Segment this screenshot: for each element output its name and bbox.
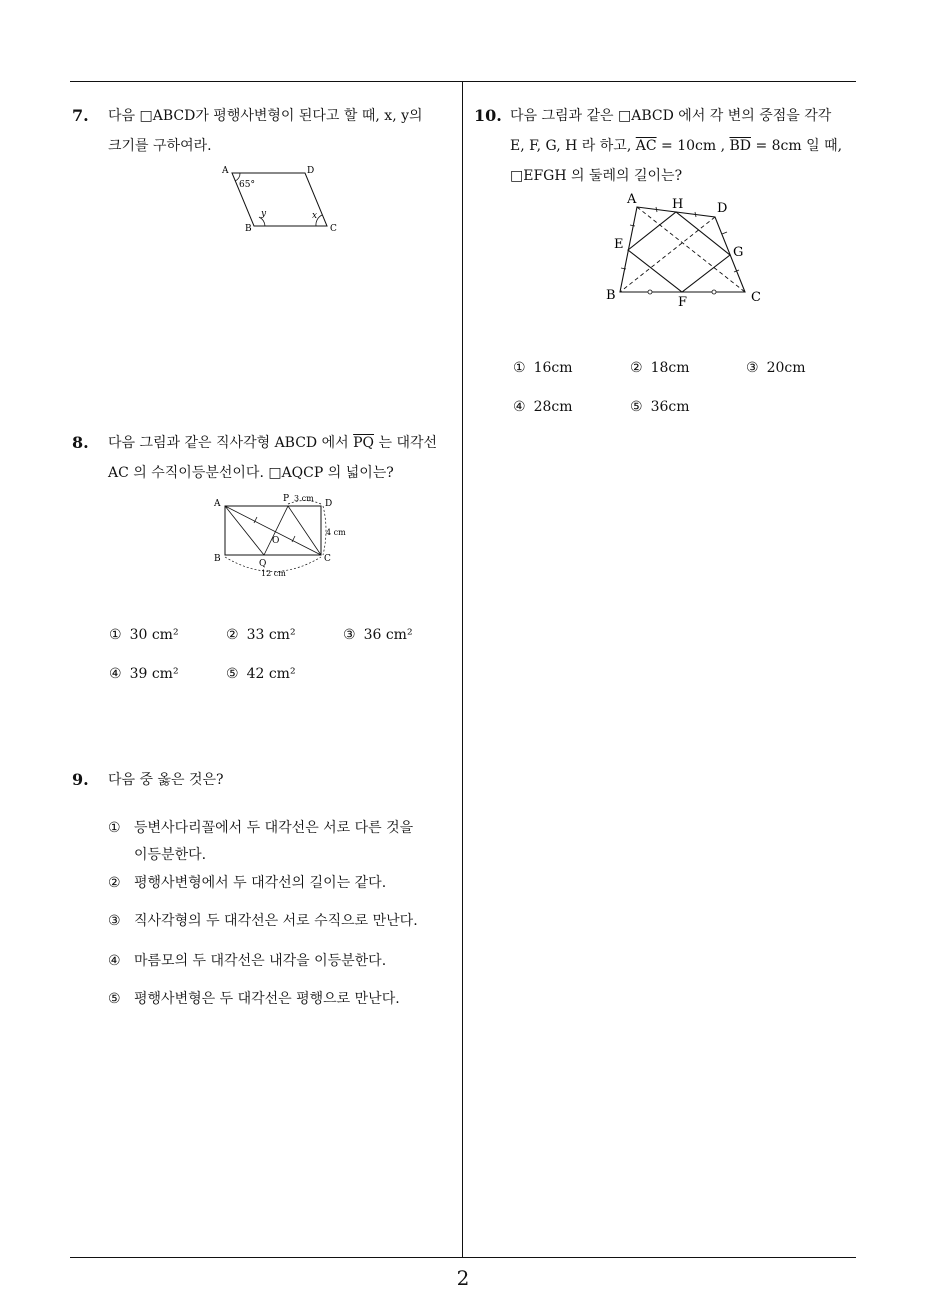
choice-3[interactable]: ③ 20cm — [746, 360, 806, 376]
choice-1[interactable]: ① 30 cm² — [109, 627, 179, 643]
label-d: D — [717, 201, 728, 216]
question-text: 다음 중 옳은 것은? — [108, 772, 224, 788]
label-b: B — [606, 288, 616, 303]
column-divider — [462, 81, 463, 1258]
midpoint-mark — [712, 290, 716, 294]
label-y: y — [261, 209, 267, 219]
segment-aq — [225, 506, 264, 555]
label-angle-65: 65° — [239, 180, 255, 190]
question-number: 8. — [72, 433, 89, 452]
segment-ac: $\overline{AC}$ — [635, 138, 657, 154]
top-rule — [70, 81, 856, 82]
diagonal-ac — [637, 207, 745, 292]
tick-mark — [695, 212, 696, 217]
label-h: H — [672, 197, 684, 212]
label-a: A — [214, 499, 221, 509]
label-p: P — [283, 494, 290, 504]
parallelogram-figure — [215, 160, 345, 235]
choice-4[interactable]: ④ 마름모의 두 대각선은 내각을 이등분한다. — [108, 953, 387, 969]
diagonal-ac — [225, 506, 321, 555]
label-d: D — [307, 166, 315, 176]
bottom-rule — [70, 1257, 856, 1258]
question-10 — [474, 101, 859, 191]
quadrilateral-figure — [600, 188, 770, 313]
choice-1[interactable]: ① 16cm — [513, 360, 573, 376]
question-9 — [72, 765, 462, 795]
segment-pq: $\overline{PQ}$ — [353, 435, 375, 451]
segment-pc — [288, 506, 321, 555]
choice-4[interactable]: ④ 39 cm² — [109, 666, 179, 682]
label-q: Q — [259, 559, 267, 569]
label-f: F — [678, 295, 688, 310]
segment-pq-line — [264, 506, 288, 555]
midpoint-mark — [648, 290, 652, 294]
tick-mark — [722, 232, 727, 234]
quadrilateral-efgh — [628, 212, 730, 292]
question-text: 다음 그림과 같은 □ABCD 에서 각 변의 중점을 각각 E, F, G, H 라 하고, $\overline{AC} = 10cm$ , $\overline{BD} = 8cm$ 일 때, □EFGH 의 둘레의 길이는? — [510, 108, 843, 184]
label-c: C — [330, 224, 337, 234]
question-number: 9. — [72, 770, 89, 789]
label-d: D — [325, 499, 333, 509]
label-c: C — [324, 554, 331, 564]
choice-2[interactable]: ② 18cm — [630, 360, 690, 376]
label-pd-length: 3 cm — [294, 494, 314, 503]
label-o: O — [272, 536, 280, 546]
choice-5[interactable]: ⑤ 평행사변형은 두 대각선은 평행으로 만난다. — [108, 991, 400, 1007]
question-text: 다음 □ABCD가 평행사변형이 된다고 할 때, x, y의 크기를 구하여라. — [108, 108, 423, 154]
choice-5[interactable]: ⑤ 42 cm² — [226, 666, 296, 682]
question-8 — [72, 428, 462, 488]
question-number: 10. — [474, 106, 502, 125]
label-cd-length: 4 cm — [326, 528, 346, 537]
question-number: 7. — [72, 106, 89, 125]
quadrilateral-abcd — [620, 207, 745, 292]
tick-mark — [630, 225, 635, 226]
choice-4[interactable]: ④ 28cm — [513, 399, 573, 415]
segment-bd: $\overline{BD}$ — [729, 138, 751, 154]
page-number: 2 — [456, 1266, 470, 1290]
label-c: C — [751, 290, 761, 305]
label-b: B — [214, 554, 221, 564]
choice-1[interactable]: ① 등변사다리꼴에서 두 대각선은 서로 다른 것을 이등분한다. — [108, 820, 414, 863]
label-bc-length: 12 cm — [261, 569, 286, 578]
label-b: B — [245, 224, 252, 234]
choice-2[interactable]: ② 33 cm² — [226, 627, 296, 643]
label-a: A — [627, 192, 637, 207]
label-g: G — [733, 245, 744, 260]
label-x: x — [312, 211, 318, 221]
question-text: 다음 그림과 같은 직사각형 ABCD 에서 $\overline{PQ}$ 는 대각선 AC 의 수직이등분선이다. □AQCP 의 넓이는? — [108, 435, 438, 481]
tick-mark — [656, 207, 657, 212]
label-e: E — [614, 237, 624, 252]
rectangle-figure — [210, 490, 355, 582]
choice-5[interactable]: ⑤ 36cm — [630, 399, 690, 415]
choice-3[interactable]: ③ 직사각형의 두 대각선은 서로 수직으로 만난다. — [108, 913, 418, 929]
question-7 — [72, 101, 462, 161]
choice-2[interactable]: ② 평행사변형에서 두 대각선의 길이는 같다. — [108, 875, 387, 891]
label-a: A — [222, 166, 229, 176]
choice-3[interactable]: ③ 36 cm² — [343, 627, 413, 643]
